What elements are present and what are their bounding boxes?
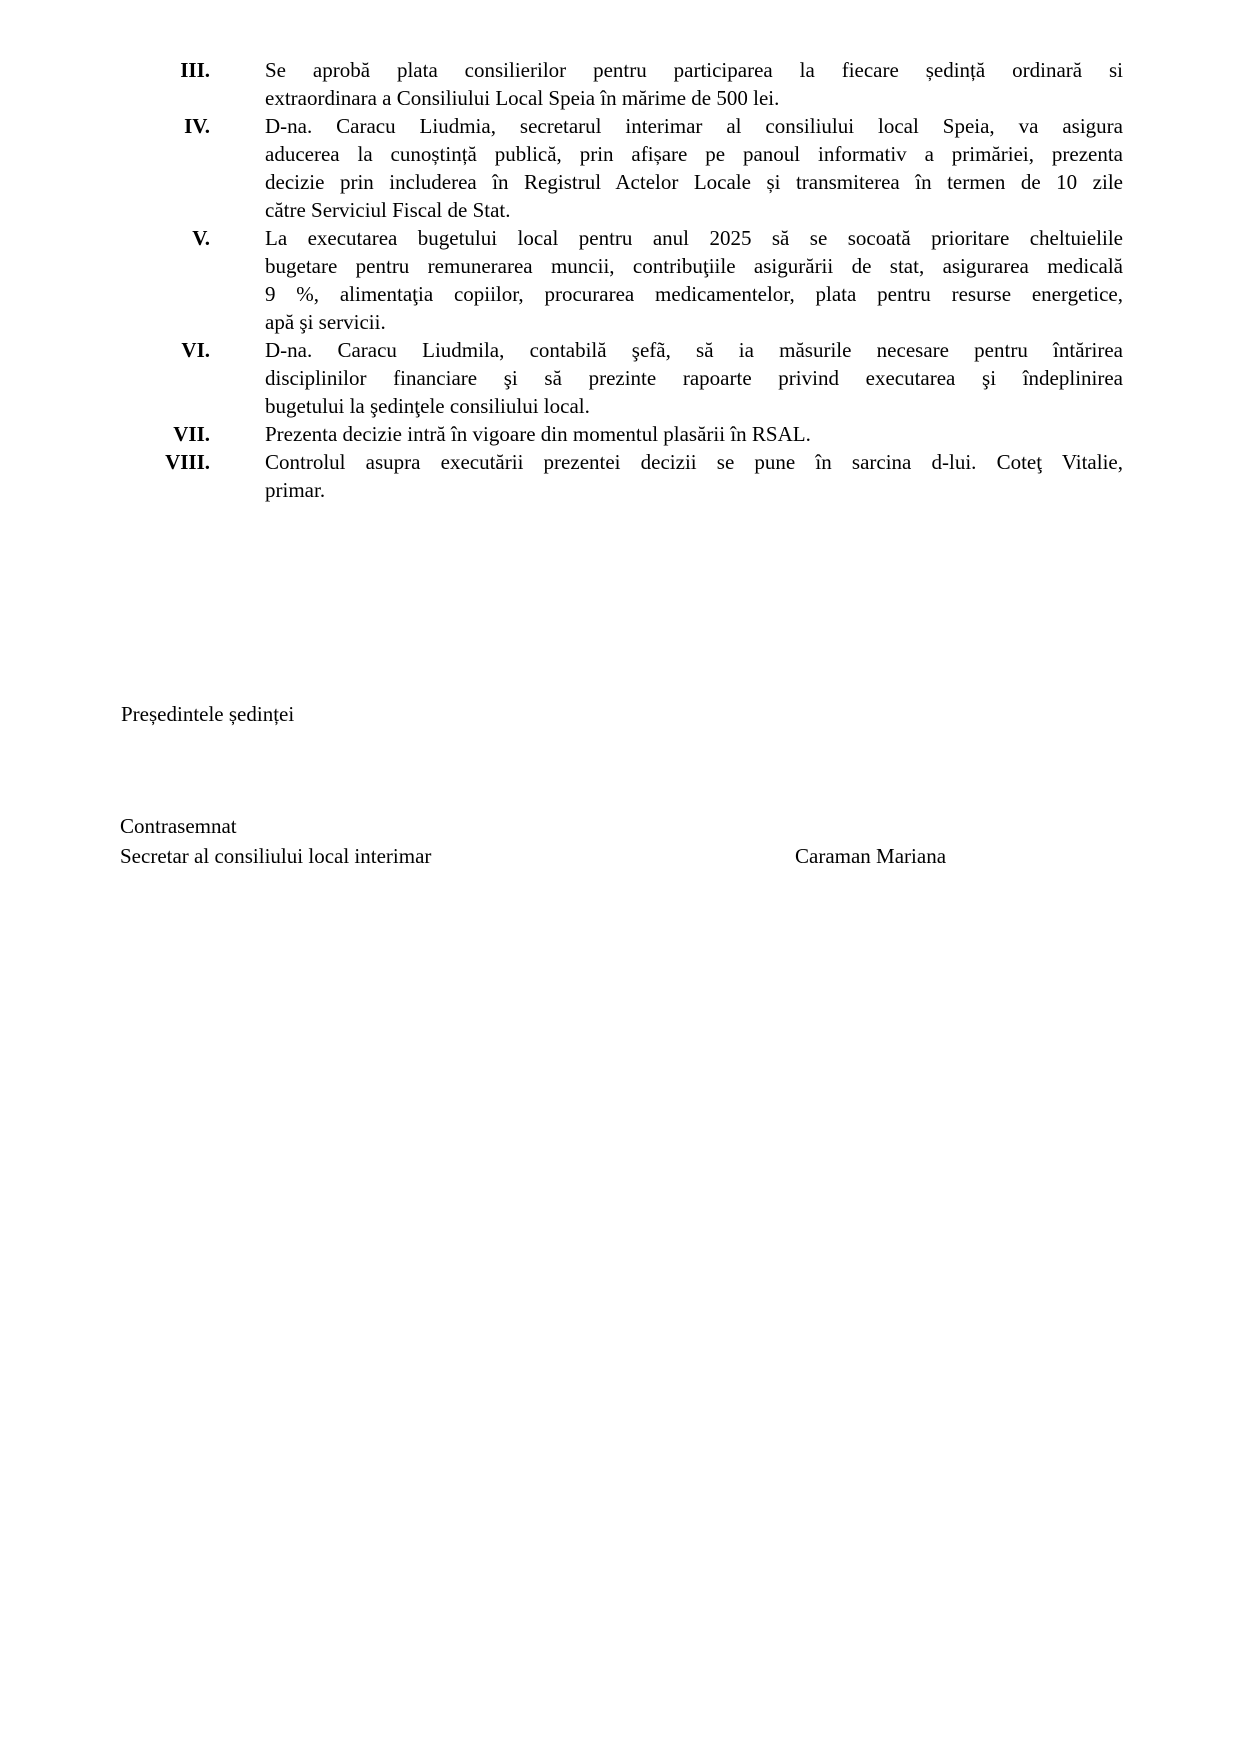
list-item-numeral: III. xyxy=(180,58,210,82)
list-item xyxy=(120,224,1123,336)
list-item xyxy=(120,336,1123,420)
list-item xyxy=(120,420,1123,448)
text-line: aducerea la cunoștință publică, prin afișare pe panoul informativ a primăriei, prezenta xyxy=(265,142,1123,166)
list-item-numeral: IV. xyxy=(184,114,210,138)
text-line: apă şi servicii. xyxy=(265,310,386,334)
text-line: bugetului la şedinţele consiliului local. xyxy=(265,394,590,418)
list-item xyxy=(120,56,1123,112)
list-item xyxy=(120,448,1123,504)
list-item xyxy=(120,112,1123,224)
text-line: disciplinilor financiare şi să prezinte rapoarte privind executarea şi îndeplinirea xyxy=(265,366,1123,390)
text-line: D-na. Caracu Liudmila, contabilă şefã, să ia măsurile necesare pentru întărirea xyxy=(265,338,1123,362)
text-line: Prezenta decizie intră în vigoare din momentul plasării în RSAL. xyxy=(265,422,811,446)
text-line: extraordinara a Consiliului Local Speia în mărime de 500 lei. xyxy=(265,86,780,110)
text-line: 9 %, alimentaţia copiilor, procurarea medicamentelor, plata pentru resurse energetice, xyxy=(265,282,1123,306)
list-item-text xyxy=(265,420,1123,448)
list-item-numeral: VI. xyxy=(181,338,210,362)
text-line: D-na. Caracu Liudmia, secretarul interimar al consiliului local Speia, va asigura xyxy=(265,114,1123,138)
decision-list xyxy=(120,56,1123,504)
text-line: Se aprobă plata consilierilor pentru participarea la fiecare ședință ordinară si xyxy=(265,58,1123,82)
text-line: bugetare pentru remunerarea muncii, contribuţiile asigurării de stat, asigurarea medicală xyxy=(265,254,1123,278)
text-line: decizie prin includerea în Registrul Actelor Locale și transmiterea în termen de 10 zile xyxy=(265,170,1123,194)
secretary-name: Caraman Mariana xyxy=(795,844,947,868)
countersigned-label: Contrasemnat xyxy=(120,814,237,838)
list-item-text xyxy=(265,56,1123,112)
list-item-numeral: VIII. xyxy=(165,450,210,474)
list-item-text xyxy=(265,336,1123,420)
text-line: Controlul asupra executării prezentei decizii se pune în sarcina d-lui. Coteţ Vitalie, xyxy=(265,450,1123,474)
text-line: către Serviciul Fiscal de Stat. xyxy=(265,198,511,222)
president-signature-label: Președintele ședinței xyxy=(121,702,295,726)
list-item-text xyxy=(265,448,1123,504)
list-item-text xyxy=(265,224,1123,336)
list-item-numeral: V. xyxy=(192,226,210,250)
text-line: La executarea bugetului local pentru anul 2025 să se socoată prioritare cheltuielile xyxy=(265,226,1123,250)
text-line: primar. xyxy=(265,478,326,502)
list-item-text xyxy=(265,112,1123,224)
list-item-numeral: VII. xyxy=(173,422,210,446)
secretary-title-label: Secretar al consiliului local interimar xyxy=(120,844,432,868)
